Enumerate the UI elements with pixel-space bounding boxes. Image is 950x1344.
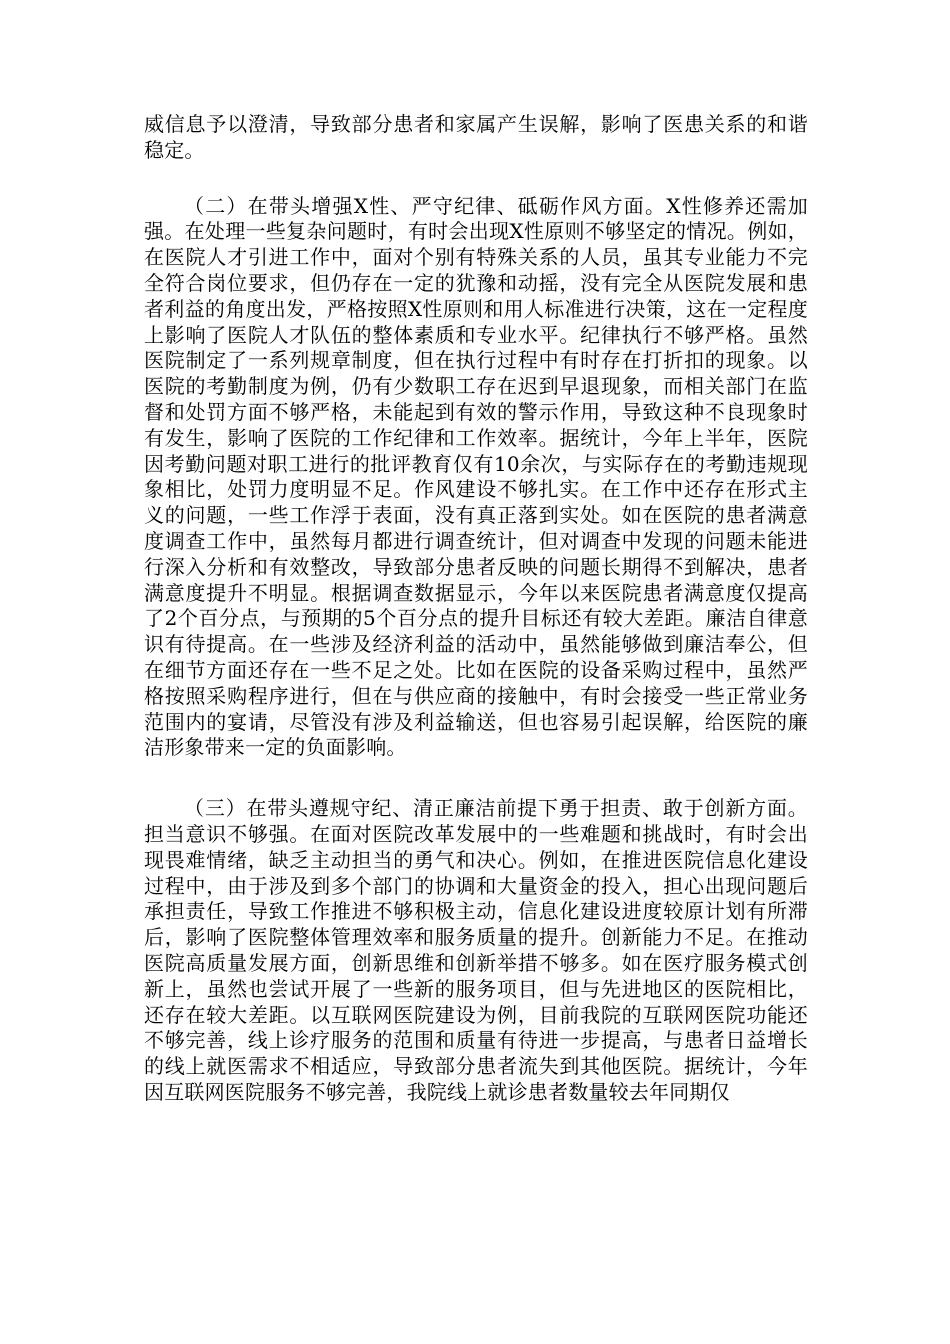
paragraph-continuation: 威信息予以澄清，导致部分患者和家属产生误解，影响了医患关系的和谐稳定。 xyxy=(144,112,808,162)
paragraph-section-two: （二）在带头增强X性、严守纪律、砥砺作风方面。X性修养还需加强。在处理一些复杂问题时，有时会出现X性原则不够坚定的情况。例如，在医院人才引进工作中，面对个别有特殊关系的人员，虽其专业能力不完全符合岗位要求，但仍存在一定的犹豫和动摇，没有完全从医院发展和患者利益的角度出发，严格按照X性原则和用人标准进行决策，这在一定程度上影响了医院人才队伍的整体素质和专业水平。纪律执行不够严格。虽然医院制定了一系列规章制度，但在执行过程中有时存在打折扣的现象。以医院的考勤制度为例，仍有少数职工存在迟到早退现象，而相关部门在监督和处罚方面不够严格，未能起到有效的警示作用，导致这种不良现象时有发生，影响了医院的工作纪律和工作效率。据统计，今年上半年，医院因考勤问题对职工进行的批评教育仅有10余次，与实际存在的考勤违规现象相比，处罚力度明显不足。作风建设不够扎实。在工作中还存在形式主义的问题，一些工作浮于表面，没有真正落到实处。如在医院的患者满意度调查工作中，虽然每月都进行调查统计，但对调查中发现的问题未能进行深入分析和有效整改，导致部分患者反映的问题长期得不到解决，患者满意度提升不明显。根据调查数据显示，今年以来医院患者满意度仅提高了2个百分点，与预期的5个百分点的提升目标还有较大差距。廉洁自律意识有待提高。在一些涉及经济利益的活动中，虽然能够做到廉洁奉公，但在细节方面还存在一些不足之处。比如在医院的设备采购过程中，虽然严格按照采购程序进行，但在与供应商的接触中，有时会接受一些正常业务范围内的宴请，尽管没有涉及利益输送，但也容易引起误解，给医院的廉洁形象带来一定的负面影响。 xyxy=(144,193,808,760)
paragraph-section-three: （三）在带头遵规守纪、清正廉洁前提下勇于担责、敢于创新方面。担当意识不够强。在面对医院改革发展中的一些难题和挑战时，有时会出现畏难情绪，缺乏主动担当的勇气和决心。例如，在推进医院信息化建设过程中，由于涉及到多个部门的协调和大量资金的投入，担心出现问题后承担责任，导致工作推进不够积极主动，信息化建设进度较原计划有所滞后，影响了医院整体管理效率和服务质量的提升。创新能力不足。在推动医院高质量发展方面，创新思维和创新举措不够多。如在医疗服务模式创新上，虽然也尝试开展了一些新的服务项目，但与先进地区的医院相比，还存在较大差距。以互联网医院建设为例，目前我院的互联网医院功能还不够完善，线上诊疗服务的范围和质量有待进一步提高，与患者日益增长的线上就医需求不相适应，导致部分患者流失到其他医院。据统计，今年因互联网医院服务不够完善，我院线上就诊患者数量较去年同期仅 xyxy=(144,796,808,1104)
document-body xyxy=(144,112,808,1106)
